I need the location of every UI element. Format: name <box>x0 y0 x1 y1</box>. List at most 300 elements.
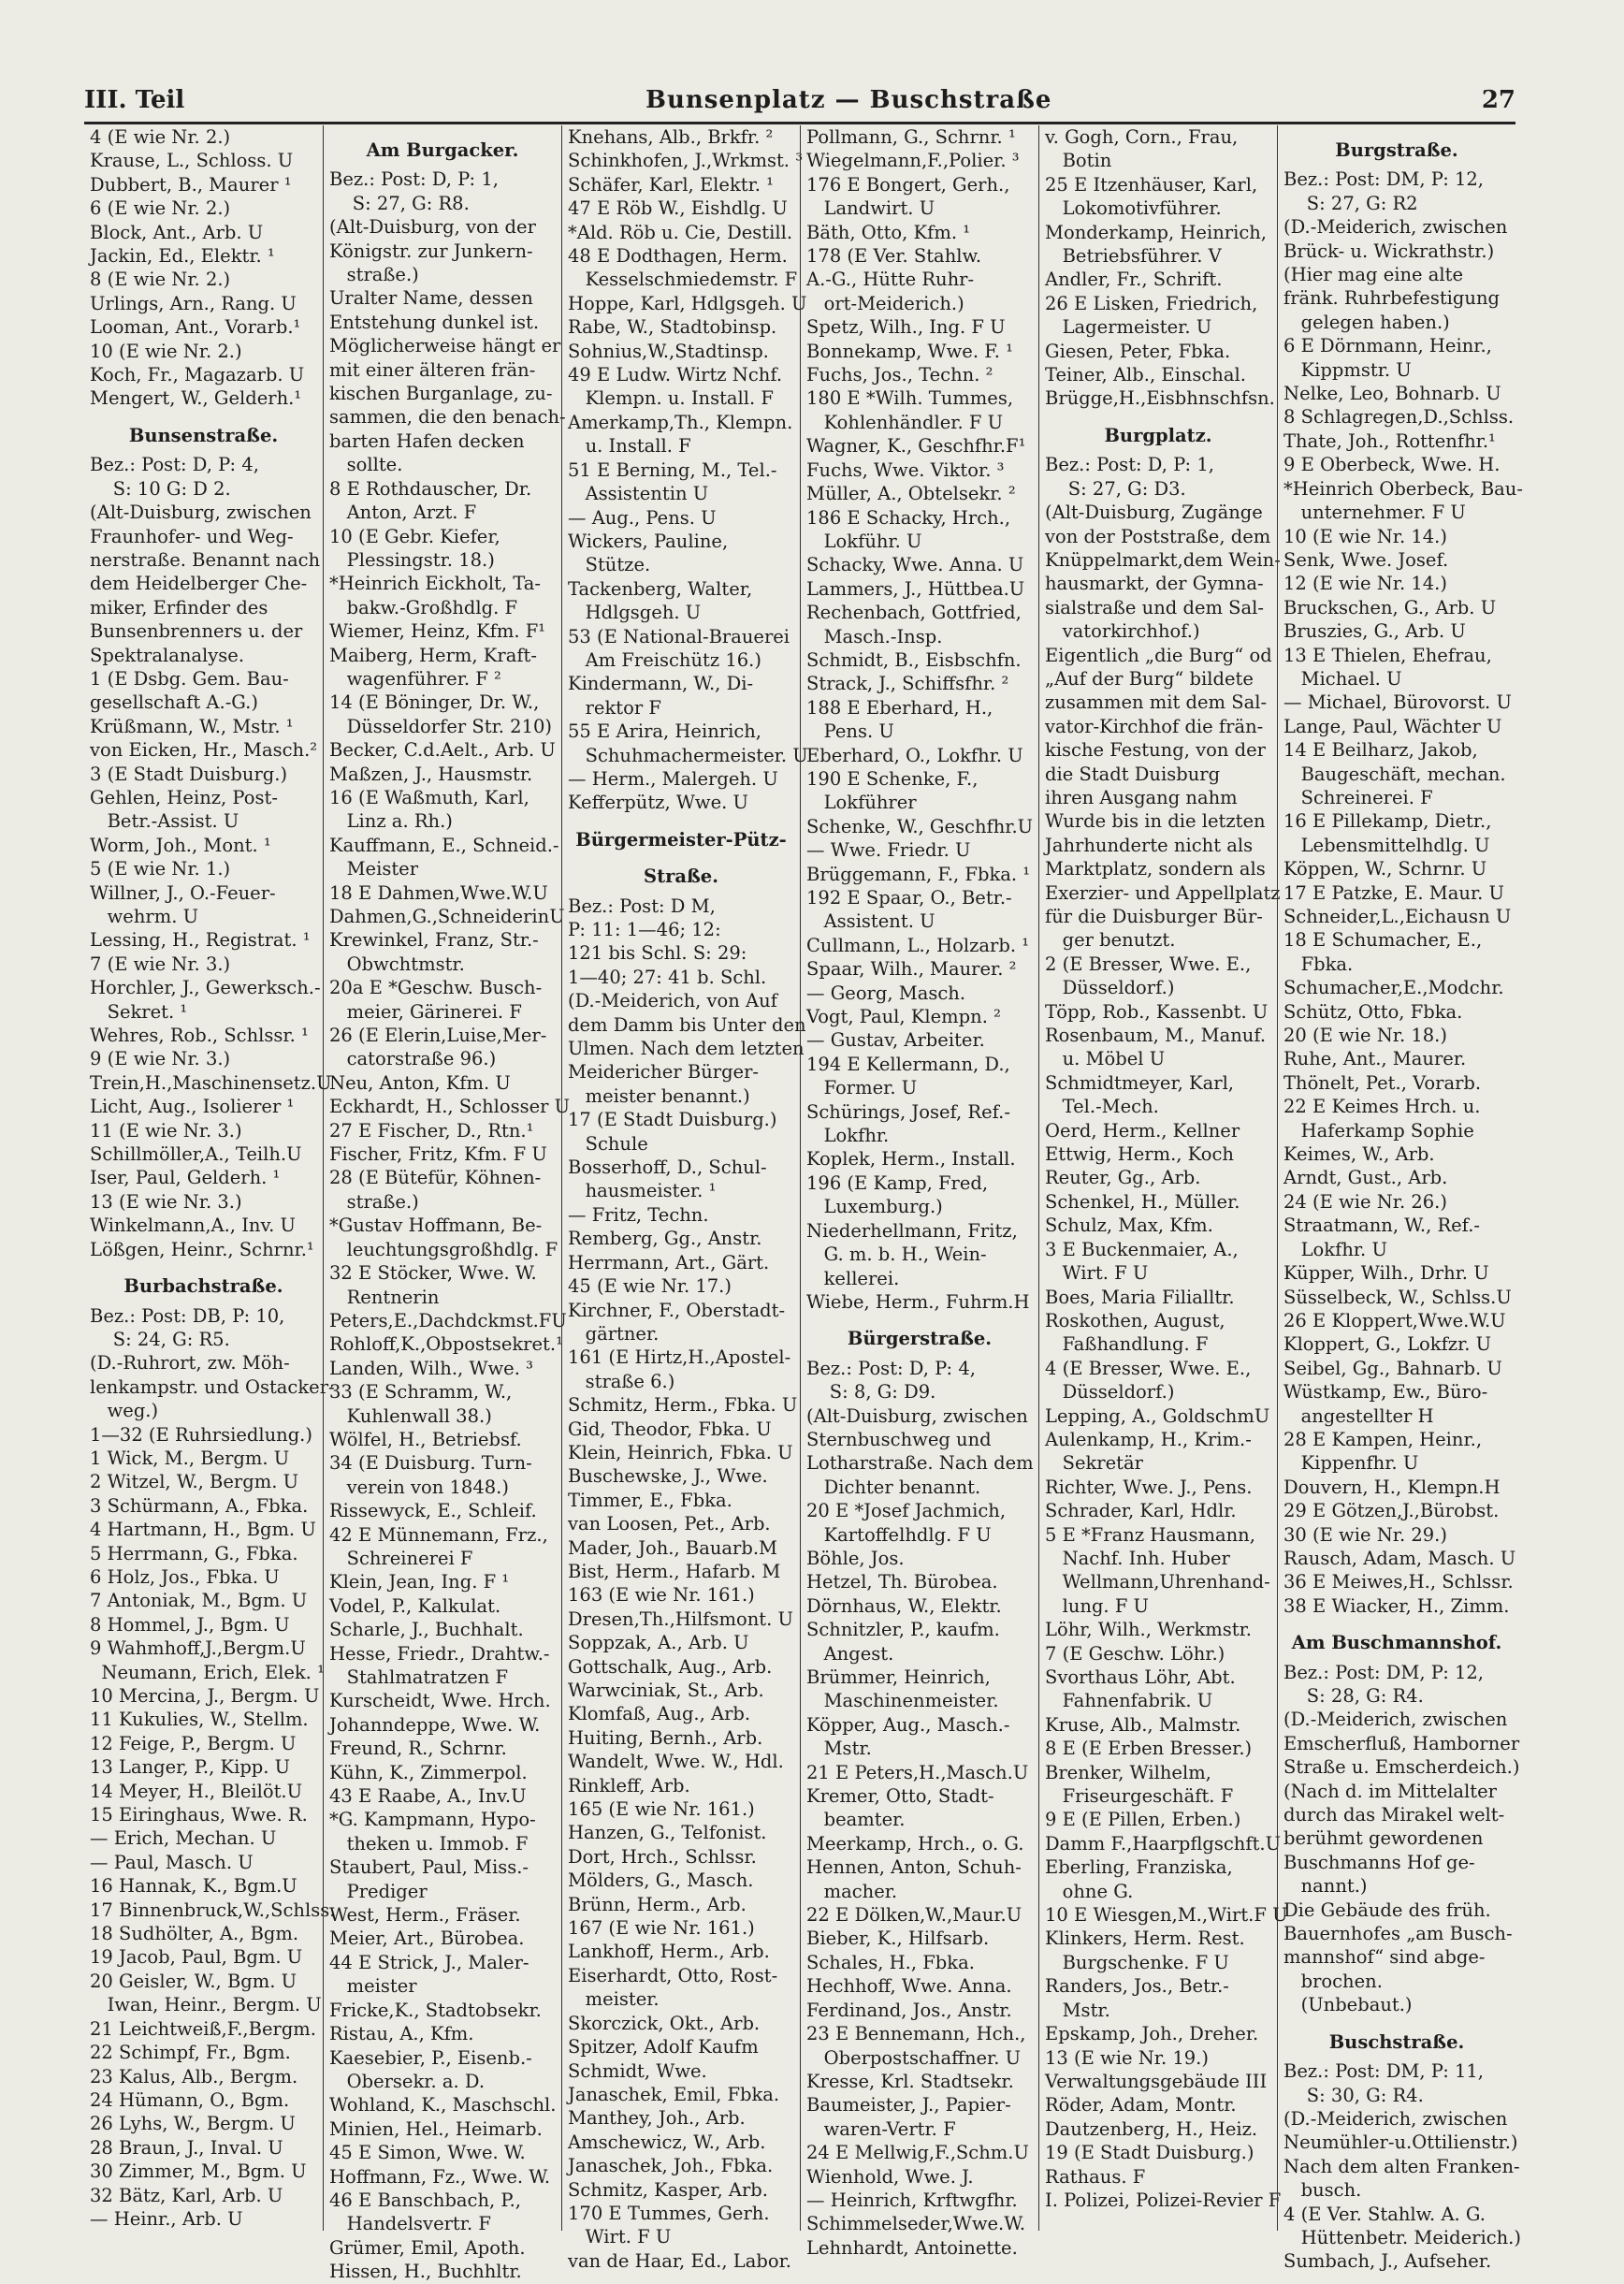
entry-line: Hetzel, Th. Bürobea. <box>806 1571 998 1593</box>
entry-line: Ruhe, Ant., Maurer. <box>1283 1048 1467 1070</box>
entry-line: Entstehung dunkel ist. <box>329 311 540 333</box>
entry-line: Fbka. <box>1283 953 1354 975</box>
entry-line: Dörnhaus, W., Elektr. <box>806 1594 1002 1617</box>
entry-line: Rinkleff, Arb. <box>568 1774 690 1797</box>
entry-line: Schmidt, B., Eisbschfn. <box>806 648 1022 671</box>
entry-line: S: 27, G: R2 <box>1283 192 1418 214</box>
entry-line: 17 Binnenbruck,W.,Schlss. <box>90 1898 336 1921</box>
entry-line: Cullmann, L., Holzarb. ¹ <box>806 934 1030 956</box>
entry-line: fränk. Ruhrbefestigung <box>1283 287 1501 310</box>
entry-line: Fricke,K., Stadtobsekr. <box>329 1999 542 2021</box>
entry-line: Remberg, Gg., Anstr. <box>568 1228 762 1250</box>
entry-line: 192 E Spaar, O., Betr.- <box>806 887 1012 909</box>
section-heading: Am Burgacker. <box>366 139 519 161</box>
entry-line: Wehres, Rob., Schlssr. ¹ <box>90 1025 309 1047</box>
entry-line: Burgschenke. F U <box>1045 1951 1229 1973</box>
entry-line: Lange, Paul, Wächter U <box>1283 715 1502 737</box>
entry-line: Schreinerei. F <box>1283 786 1433 808</box>
entry-line: busch. <box>1283 2179 1362 2202</box>
entry-line: Mstr. <box>1045 1999 1110 2021</box>
entry-line: 4 Hartmann, H., Bgm. U <box>90 1519 316 1541</box>
entry-line: Rausch, Adam, Masch. U <box>1283 1547 1516 1569</box>
entry-line: Kruse, Alb., Malmstr. <box>1045 1713 1241 1736</box>
entry-line: Hoppe, Karl, Hdlgsgeh. U <box>568 292 807 314</box>
entry-line: Rentnerin <box>329 1286 440 1308</box>
entry-line: S: 24, G: R5. <box>90 1328 230 1350</box>
entry-line: 1—40; 27: 41 b. Schl. <box>568 966 767 988</box>
entry-line: Röder, Adam, Montr. <box>1045 2094 1237 2117</box>
entry-line: 27 E Fischer, D., Rtn.¹ <box>329 1119 534 1142</box>
entry-line: 6 (E wie Nr. 2.) <box>90 197 231 220</box>
entry-line: 22 E Keimes Hrch. u. <box>1283 1096 1481 1118</box>
entry-line: Fischer, Fritz, Kfm. F U <box>329 1143 547 1166</box>
entry-line: Bauernhofes „am Busch- <box>1283 1923 1513 1945</box>
entry-line: Böhle, Jos. <box>806 1547 905 1569</box>
entry-line: 13 (E wie Nr. 19.) <box>1045 2046 1209 2069</box>
entry-line: 5 Herrmann, G., Fbka. <box>90 1542 298 1564</box>
part-label: III. Teil <box>84 86 185 114</box>
entry-line: Töpp, Rob., Kassenbt. U <box>1045 1000 1269 1023</box>
entry-line: P: 11: 1—46; 12: <box>568 919 721 940</box>
entry-line: 4 (E Ver. Stahlw. A. G. <box>1283 2203 1486 2225</box>
entry-line: Mstr. <box>806 1738 872 1760</box>
column-6 <box>1277 125 1523 2273</box>
entry-line: 8 (E wie Nr. 2.) <box>90 269 231 291</box>
entry-line: 17 (E Stadt Duisburg.) <box>568 1109 777 1131</box>
entry-line: 16 (E Waßmuth, Karl, <box>329 786 529 808</box>
entry-line: Knehans, Alb., Brkfr. ² <box>568 126 774 148</box>
entry-line: Janaschek, Joh., Fbka. <box>568 2155 774 2177</box>
entry-line: Dubbert, B., Maurer ¹ <box>90 173 292 196</box>
entry-line: Pens. U <box>806 720 894 743</box>
entry-line: Gehlen, Heinz, Post- <box>90 786 278 808</box>
entry-line: 3 (E Stadt Duisburg.) <box>90 763 288 785</box>
entry-line: Dresen,Th.,Hilfsmont. U <box>568 1608 793 1630</box>
entry-line: Schütz, Otto, Fbka. <box>1283 1000 1463 1023</box>
entry-line: van de Haar, Ed., Labor. <box>568 2249 791 2272</box>
entry-line: Dort, Hrch., Schlssr. <box>568 1845 757 1868</box>
entry-line: vatorkirchhof.) <box>1045 620 1200 643</box>
entry-line: 43 E Raabe, A., Inv.U <box>329 1785 527 1808</box>
entry-line: Wölfel, H., Betriebsf. <box>329 1428 522 1450</box>
entry-line: Klein, Jean, Ing. F ¹ <box>329 1571 510 1593</box>
entry-line: 10 (E Gebr. Kiefer, <box>329 525 500 547</box>
entry-line: 53 (E National-Brauerei <box>568 625 790 647</box>
entry-line: Lagermeister. U <box>1045 316 1212 339</box>
entry-line: 48 E Dodthagen, Herm. <box>568 245 788 268</box>
entry-line: 21 E Peters,H.,Masch.U <box>806 1761 1029 1783</box>
entry-line: 6 Holz, Jos., Fbka. U <box>90 1565 280 1588</box>
entry-line: Amschewicz, W., Arb. <box>568 2131 766 2153</box>
entry-line: Spaar, Wilh., Maurer. ² <box>806 958 1017 981</box>
column-1 <box>84 125 336 2231</box>
entry-line: Brenker, Wilhelm, <box>1045 1761 1211 1783</box>
entry-line: kellerei. <box>806 1267 900 1289</box>
entry-line: Küpper, Wilh., Drhr. U <box>1283 1262 1489 1285</box>
entry-line: Tackenberg, Walter, <box>568 577 753 600</box>
entry-line: dem Heidelberger Che- <box>90 573 308 595</box>
entry-line: S: 27, G: R8. <box>329 192 470 214</box>
entry-line: 10 (E wie Nr. 14.) <box>1283 525 1447 547</box>
entry-line: 13 (E wie Nr. 3.) <box>90 1190 242 1213</box>
entry-line: 20 Geisler, W., Bgm. U <box>90 1970 297 1992</box>
entry-line: für die Duisburger Bür- <box>1045 906 1263 927</box>
entry-line: Grümer, Emil, Apoth. <box>329 2236 526 2259</box>
entry-line: — Heinrich, Krftwgfhr. <box>806 2189 1018 2211</box>
entry-line: 26 E Lisken, Friedrich, <box>1045 292 1258 314</box>
entry-line: Möglicherweise hängt er <box>329 335 561 357</box>
section-heading: Straße. <box>643 866 718 888</box>
entry-line: Lokführ. U <box>806 530 922 552</box>
entry-line: 186 E Schacky, Hrch., <box>806 506 1011 529</box>
entry-line: West, Herm., Fräser. <box>329 1904 521 1927</box>
entry-line: 7 (E wie Nr. 3.) <box>90 953 231 975</box>
section-heading: Bunsenstraße. <box>128 424 279 446</box>
entry-line: 4 (E Bresser, Wwe. E., <box>1045 1357 1252 1379</box>
entry-line: Brümmer, Heinrich, <box>806 1666 991 1688</box>
entry-line: Bez.: Post: DB, P: 10, <box>90 1304 285 1327</box>
entry-line: Schmitz, Kasper, Arb. <box>568 2178 768 2201</box>
entry-line: 26 (E Elerin,Luise,Mer- <box>329 1025 547 1047</box>
entry-line: Neu, Anton, Kfm. U <box>329 1071 511 1094</box>
entry-line: 2 Witzel, W., Bergm. U <box>90 1471 299 1493</box>
entry-line: brochen. <box>1283 1970 1383 1992</box>
entry-line: Herrmann, Art., Gärt. <box>568 1251 770 1273</box>
entry-line: Marktplatz, sondern als <box>1045 858 1266 880</box>
entry-line: ohne G. <box>1045 1880 1134 1902</box>
entry-line: Michael. U <box>1283 667 1402 690</box>
entry-line: Freund, R., Schrnr. <box>329 1738 507 1760</box>
entry-line: Köppen, W., Schrnr. U <box>1283 858 1487 880</box>
entry-line: Kloppert, G., Lokfzr. U <box>1283 1333 1492 1356</box>
entry-line: Vogt, Paul, Klempn. ² <box>806 1006 1001 1028</box>
entry-line: Rosenbaum, M., Manuf. <box>1045 1025 1267 1047</box>
section-heading: Am Buschmannshof. <box>1291 1632 1502 1654</box>
entry-line: von Eicken, Hr., Masch.² <box>90 739 318 762</box>
entry-line: 2 (E Bresser, Wwe. E., <box>1045 953 1252 975</box>
entry-line: — Paul, Masch. U <box>90 1851 254 1873</box>
entry-line: S: 10 G: D 2. <box>90 477 231 500</box>
entry-line: Bruszies, G., Arb. U <box>1283 620 1466 643</box>
entry-line: 3 E Buckenmaier, A., <box>1045 1238 1239 1260</box>
entry-line: Linz a. Rh.) <box>329 810 453 833</box>
entry-line: Wagner, K., Geschfhr.F¹ <box>806 435 1026 458</box>
entry-line: Soppzak, A., Arb. U <box>568 1632 749 1654</box>
entry-line: Botin <box>1045 150 1112 172</box>
entry-line: Straatmann, W., Ref.- <box>1283 1215 1480 1237</box>
section-heading: Bürgerstraße. <box>847 1328 993 1350</box>
entry-line: Pollmann, G., Schrnr. ¹ <box>806 126 1016 148</box>
entry-line: Meerkamp, Hrch., o. G. <box>806 1832 1024 1855</box>
entry-line: Ettwig, Herm., Koch <box>1045 1143 1234 1166</box>
entry-line: Sohnius,W.,Stadtinsp. <box>568 340 769 362</box>
entry-line: Urlings, Arn., Rang. U <box>90 292 297 314</box>
entry-line: Niederhellmann, Fritz, <box>806 1219 1018 1242</box>
entry-line: Landen, Wilh., Wwe. ³ <box>329 1357 533 1379</box>
entry-line: theken u. Immob. F <box>329 1832 529 1855</box>
entry-line: 51 E Berning, M., Tel.- <box>568 458 777 481</box>
entry-line: Dahmen,G.,SchneiderinU <box>329 906 565 927</box>
entry-line: Spitzer, Adolf Kaufm <box>568 2036 759 2059</box>
entry-line: Schnitzler, P., kaufm. <box>806 1619 1000 1641</box>
entry-line: Rohloff,K.,Obpostsekret.¹ <box>329 1333 563 1356</box>
entry-line: Wandelt, Wwe. W., Hdl. <box>568 1751 784 1773</box>
entry-line: Kaesebier, P., Eisenb.- <box>329 2046 532 2069</box>
entry-line: 190 E Schenke, F., <box>806 767 979 790</box>
running-title: Bunsenplatz — Buschstraße <box>645 86 1052 114</box>
entry-line: Eckhardt, H., Schlosser U <box>329 1096 571 1118</box>
entry-line: Minien, Hel., Heimarb. <box>329 2117 543 2140</box>
entry-line: (D.-Meiderich, von Auf <box>568 990 777 1012</box>
entry-line: ort-Meiderich.) <box>806 292 964 314</box>
entry-line: Friseurgeschäft. F <box>1045 1785 1234 1808</box>
entry-line: (Alt-Duisburg, zwischen <box>806 1404 1028 1427</box>
entry-line: Emscherfluß, Hamborner <box>1283 1732 1520 1754</box>
entry-line: 163 (E wie Nr. 161.) <box>568 1584 755 1607</box>
entry-line: Looman, Ant., Vorarb.¹ <box>90 316 301 339</box>
entry-line: Prediger <box>329 1880 428 1902</box>
entry-line: Worm, Joh., Mont. ¹ <box>90 834 271 856</box>
section-heading: Buschstraße. <box>1328 2030 1465 2053</box>
entry-line: Kohlenhändler. F U <box>806 411 1004 433</box>
entry-line: Wirt. F U <box>568 2226 672 2248</box>
entry-line: Jahrhunderte nicht als <box>1045 834 1254 856</box>
entry-line: *Gustav Hoffmann, Be- <box>329 1215 543 1237</box>
entry-line: 28 (E Bütefür, Köhnen- <box>329 1167 542 1189</box>
entry-line: von der Poststraße, dem <box>1045 525 1271 547</box>
entry-line: Bonnekamp, Wwe. F. ¹ <box>806 340 1013 362</box>
entry-line: Nelke, Leo, Bohnarb. U <box>1283 383 1501 405</box>
entry-line: Klempn. u. Install. F <box>568 387 774 410</box>
entry-line: leuchtungsgroßhdlg. F <box>329 1238 558 1260</box>
entry-line: Plessingstr. 18.) <box>329 548 495 571</box>
entry-line: (D.-Meiderich, zwischen <box>1283 2107 1508 2130</box>
entry-line: Mader, Joh., Bauarb.M <box>568 1536 778 1559</box>
directory-columns <box>84 125 1523 2283</box>
entry-line: Wüstkamp, Ew., Büro- <box>1283 1381 1488 1404</box>
entry-line: Seibel, Gg., Bahnarb. U <box>1283 1357 1502 1379</box>
entry-line: Wiegelmann,F.,Polier. ³ <box>806 150 1020 172</box>
entry-line: Ferdinand, Jos., Anstr. <box>806 1999 1012 2021</box>
entry-line: Janaschek, Emil, Fbka. <box>568 2083 780 2105</box>
entry-line: Licht, Aug., Isolierer ¹ <box>90 1096 295 1118</box>
entry-line: 32 Bätz, Karl, Arb. U <box>90 2184 283 2206</box>
entry-line: Lotharstraße. Nach dem <box>806 1452 1034 1475</box>
entry-line: 13 E Thielen, Ehefrau, <box>1283 644 1492 666</box>
entry-line: barten Hafen decken <box>329 429 525 452</box>
entry-line: 46 E Banschbach, P., <box>329 2189 521 2211</box>
entry-line: berühmt gewordenen <box>1283 1827 1484 1850</box>
section-heading: Bürgermeister-Pütz- <box>575 828 787 851</box>
entry-line: 49 E Ludw. Wirtz Nchf. <box>568 364 783 386</box>
entry-line: rektor F <box>568 696 661 719</box>
entry-line: Betr.-Assist. U <box>90 810 239 833</box>
entry-line: 3 Schürmann, A., Fbka. <box>90 1494 309 1517</box>
entry-line: Block, Ant., Arb. U <box>90 221 264 243</box>
entry-line: Kefferpütz, Wwe. U <box>568 792 748 814</box>
entry-line: 9 (E wie Nr. 3.) <box>90 1048 231 1070</box>
entry-line: Müller, A., Obtelsekr. ² <box>806 483 1016 505</box>
entry-line: Schulz, Max, Kfm. <box>1045 1215 1213 1237</box>
entry-line: straße.) <box>329 264 419 286</box>
entry-line: 11 (E wie Nr. 3.) <box>90 1119 242 1142</box>
entry-line: Koch, Fr., Magazarb. U <box>90 364 305 386</box>
entry-line: 21 Leichtweiß,F.,Bergm. <box>90 2017 316 2040</box>
entry-line: Baugeschäft, mechan. <box>1283 763 1506 785</box>
entry-line: Teiner, Alb., Einschal. <box>1045 364 1246 386</box>
entry-line: 25 E Itzenhäuser, Karl, <box>1045 173 1258 196</box>
entry-line: S: 27, G: D3. <box>1045 477 1186 500</box>
entry-line: Lokfhr. <box>806 1125 890 1147</box>
entry-line: — Heinr., Arb. U <box>90 2207 243 2230</box>
entry-line: Sumbach, J., Aufseher. <box>1283 2250 1492 2273</box>
entry-line: — Georg, Masch. <box>806 982 966 1004</box>
entry-line: 5 (E wie Nr. 1.) <box>90 858 231 880</box>
entry-line: Anton, Arzt. F <box>329 502 477 524</box>
entry-line: 20a E *Geschw. Busch- <box>329 977 543 999</box>
entry-line: 5 E *Franz Hausmann, <box>1045 1523 1255 1546</box>
entry-line: Haferkamp Sophie <box>1283 1119 1474 1142</box>
entry-line: miker, Erfinder des <box>90 596 268 618</box>
entry-line: Mengert, W., Gelderh.¹ <box>90 387 302 410</box>
entry-line: Kindermann, W., Di- <box>568 673 754 695</box>
entry-line: Epskamp, Joh., Dreher. <box>1045 2023 1259 2045</box>
entry-line: Kauffmann, E., Schneid.- <box>329 834 559 856</box>
entry-line: Bez.: Post: DM, P: 12, <box>1283 168 1484 191</box>
entry-line: 1—32 (E Ruhrsiedlung.) <box>90 1423 312 1446</box>
entry-line: Schule <box>568 1132 648 1155</box>
entry-line: Am Freischütz 16.) <box>568 648 761 671</box>
entry-line: Tel.-Mech. <box>1045 1096 1159 1118</box>
entry-line: 20 E *Josef Jachmich, <box>806 1500 1007 1522</box>
entry-line: *G. Kampmann, Hypo- <box>329 1809 536 1831</box>
entry-line: v. Gogh, Corn., Frau, <box>1045 126 1239 148</box>
entry-line: Iser, Paul, Gelderh. ¹ <box>90 1167 281 1189</box>
entry-line: Uralter Name, dessen <box>329 287 533 310</box>
entry-line: Hissen, H., Buchhltr. <box>329 2261 522 2283</box>
entry-line: Nachf. Inh. Huber <box>1045 1547 1230 1569</box>
entry-line: kische Festung, von der <box>1045 739 1266 762</box>
entry-line: 9 E (E Pillen, Erben.) <box>1045 1809 1241 1831</box>
entry-line: 24 (E wie Nr. 26.) <box>1283 1190 1447 1213</box>
entry-line: 24 E Mellwig,F.,Schm.U <box>806 2142 1029 2164</box>
entry-line: 12 (E wie Nr. 14.) <box>1283 573 1447 595</box>
entry-line: 36 E Meiwes,H., Schlssr. <box>1283 1571 1514 1593</box>
entry-line: Süsselbeck, W., Schlss.U <box>1283 1286 1512 1308</box>
section-heading: Burgplatz. <box>1104 424 1212 446</box>
entry-line: 12 Feige, P., Bergm. U <box>90 1732 297 1754</box>
entry-line: Wiebe, Herm., Fuhrm.H <box>806 1290 1030 1313</box>
entry-line: (Alt-Duisburg, von der <box>329 216 536 239</box>
entry-line: Wellmann,Uhrenhand- <box>1045 1571 1270 1593</box>
entry-line: Exerzier- und Appellplatz <box>1045 881 1281 904</box>
entry-line: 22 Schimpf, Fr., Bgm. <box>90 2042 291 2064</box>
entry-line: 16 E Pillekamp, Dietr., <box>1283 810 1492 833</box>
entry-line: Rabe, W., Stadtobinsp. <box>568 316 777 339</box>
entry-line: van Loosen, Pet., Arb. <box>568 1513 771 1535</box>
entry-line: Hechhoff, Wwe. Anna. <box>806 1975 1012 1998</box>
entry-line: (Unbebaut.) <box>1283 1994 1413 2016</box>
entry-line: Buschmanns Hof ge- <box>1283 1851 1475 1873</box>
entry-line: macher. <box>806 1880 898 1902</box>
entry-line: vator-Kirchhof die frän- <box>1045 715 1264 737</box>
entry-line: angestellter H <box>1283 1404 1434 1427</box>
entry-line: Lessing, H., Registrat. ¹ <box>90 929 311 952</box>
entry-line: Staubert, Paul, Miss.- <box>329 1856 529 1879</box>
entry-line: Verwaltungsgebäude III <box>1045 2070 1268 2092</box>
entry-line: Huiting, Bernh., Arb. <box>568 1726 763 1749</box>
entry-line: gelegen haben.) <box>1283 311 1450 333</box>
entry-line: 188 E Eberhard, H., <box>806 696 993 719</box>
entry-line: hausmeister. ¹ <box>568 1180 717 1202</box>
entry-line: *Heinrich Eickholt, Ta- <box>329 573 542 595</box>
entry-line: Lokführer <box>806 792 917 814</box>
entry-line: Assistent. U <box>806 910 935 933</box>
entry-line: Ristau, A., Kfm. <box>329 2023 474 2045</box>
entry-line: 176 E Bongert, Gerh., <box>806 173 1010 196</box>
entry-line: 18 Sudhölter, A., Bgm. <box>90 1923 299 1945</box>
entry-line: Kühn, K., Zimmerpol. <box>329 1761 528 1783</box>
entry-line: (D.-Meiderich, zwischen <box>1283 216 1508 239</box>
entry-line: Rechenbach, Gottfried, <box>806 602 1022 624</box>
entry-line: catorstraße 96.) <box>329 1048 497 1070</box>
entry-line: Lammers, J., Hüttbea.U <box>806 577 1025 600</box>
entry-line: Bez.: Post: D, P: 1, <box>1045 454 1214 476</box>
entry-line: Düsseldorf.) <box>1045 977 1175 999</box>
entry-line: Kesselschmiedemstr. F <box>568 269 798 291</box>
entry-line: meister <box>329 1975 417 1998</box>
entry-line: Lößgen, Heinr., Schrnr.¹ <box>90 1238 314 1260</box>
entry-line: Manthey, Joh., Arb. <box>568 2107 746 2130</box>
entry-line: (Nach d. im Mittelalter <box>1283 1780 1497 1802</box>
entry-line: Bez.: Post: D, P: 1, <box>329 168 499 191</box>
entry-line: 194 E Kellermann, D., <box>806 1053 1010 1075</box>
entry-line: Lankhoff, Herm., Arb. <box>568 1941 770 1963</box>
entry-line: ihren Ausgang nahm <box>1045 786 1238 808</box>
entry-line: Brüggemann, F., Fbka. ¹ <box>806 863 1031 885</box>
entry-line: Betriebsführer. V <box>1045 245 1222 268</box>
entry-line: Amerkamp,Th., Klempn. <box>568 411 793 433</box>
entry-line: Krüßmann, W., Mstr. ¹ <box>90 715 294 737</box>
entry-line: bakw.-Großhdlg. F <box>329 596 518 618</box>
entry-line: 22 E Dölken,W.,Maur.U <box>806 1904 1022 1927</box>
entry-line: 55 E Arira, Heinrich, <box>568 720 762 743</box>
entry-line: — Erich, Mechan. U <box>90 1827 277 1850</box>
entry-line: Schuhmachermeister. U <box>568 744 808 766</box>
entry-line: Gottschalk, Aug., Arb. <box>568 1655 773 1678</box>
entry-line: Lokomotivführer. <box>1045 197 1222 220</box>
entry-line: 8 Hommel, J., Bgm. U <box>90 1613 290 1636</box>
entry-line: 42 E Münnemann, Frz., <box>329 1523 548 1546</box>
entry-line: *Heinrich Oberbeck, Bau- <box>1283 477 1523 500</box>
entry-line: Trein,H.,Maschinensetz.U <box>90 1071 332 1094</box>
entry-line: 29 E Götzen,J.,Bürobst. <box>1283 1500 1500 1522</box>
entry-line: gesellschaft A.-G.) <box>90 691 258 714</box>
entry-line: Giesen, Peter, Fbka. <box>1045 340 1231 362</box>
entry-line: Dichter benannt. <box>806 1476 981 1498</box>
entry-line: 14 Meyer, H., Bleilöt.U <box>90 1780 303 1802</box>
entry-line: straße.) <box>329 1190 419 1213</box>
entry-line: Stahlmatratzen F <box>329 1666 509 1688</box>
entry-line: Klomfaß, Aug., Arb. <box>568 1703 751 1725</box>
entry-line: 45 E Simon, Wwe. W. <box>329 2142 526 2164</box>
entry-line: die Stadt Duisburg <box>1045 763 1221 785</box>
entry-line: gärtner. <box>568 1322 660 1345</box>
entry-line: zusammen mit dem Sal- <box>1045 691 1268 714</box>
entry-line: *Ald. Röb u. Cie, Destill. <box>568 221 793 243</box>
entry-line: S: 30, G: R4. <box>1283 2084 1424 2106</box>
entry-line: meier, Gärinerei. F <box>329 1000 522 1023</box>
